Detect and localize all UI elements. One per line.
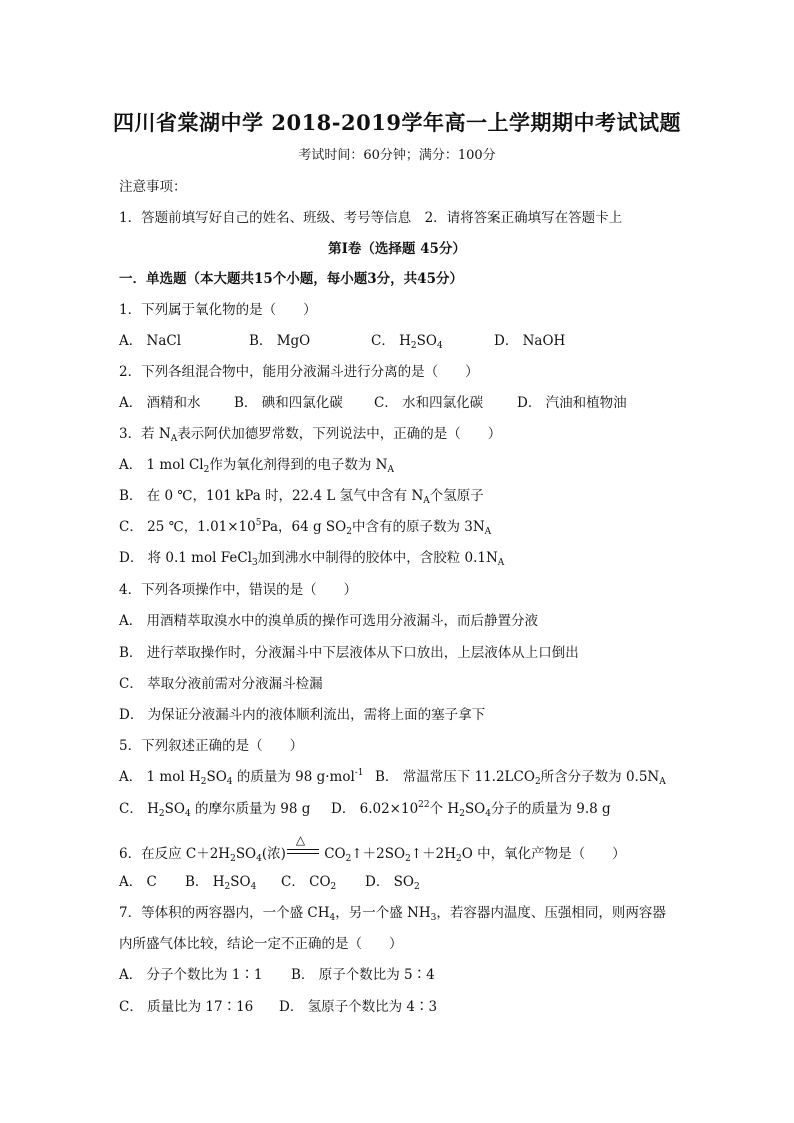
q7-option-a: A． 分子个数比为 1∶1: [119, 967, 263, 983]
q6-option-d: D． $SO_2$: [365, 874, 420, 892]
question-5-stem: 5．下列叙述正确的是（ ）: [119, 738, 304, 754]
heat-condition-arrow: [286, 833, 320, 860]
notes-text: 1．答题前填写好自己的姓名、班级、考号等信息 2．请将答案正确填写在答题卡上: [119, 210, 623, 226]
question-2-options: [119, 394, 627, 412]
q5-option-b: B． 常温常压下 $11.2LCO_2$所含分子数为 $0.5N_A$: [375, 769, 666, 787]
q4-option-c: C． 萃取分液前需对分液漏斗检漏: [119, 676, 323, 692]
q7-option-d: D． 氢原子个数比为 4∶3: [279, 999, 438, 1015]
q4-option-b: B． 进行萃取操作时，分液漏斗中下层液体从下口放出，上层液体从上口倒出: [119, 645, 579, 661]
question-7-options-cd: [119, 998, 437, 1016]
delta-icon: △: [295, 833, 306, 847]
q3-option-c: C． 25 ℃，$1.01\times 10^5Pa$，64 g $SO_2$中含有的原子数为 $3N_A$: [119, 518, 492, 537]
q2-option-c: C． 水和四氯化碳: [374, 395, 484, 411]
q3-option-d: D． 将 0.1 mol FeCl$_3$加到沸水中制得的胶体中，含胶粒 $0.1N_A$: [119, 550, 505, 568]
question-5-options-ab: [119, 768, 666, 786]
q2-option-b: B． 碘和四氯化碳: [234, 395, 343, 411]
question-1-stem: 1．下列属于氧化物的是（ ）: [119, 302, 317, 318]
q6-option-c: C． $CO_2$: [281, 874, 337, 892]
question-7-stem-line2: 内所盛气体比较，结论一定不正确的是（ ）: [119, 936, 403, 952]
q5-option-a: A． 1 mol $H_2SO_4$ 的质量为 98 g·mol$^{-1}$: [119, 768, 364, 787]
page-title: 四川省棠湖中学 2018-2019学年高一上学期期中考试试题: [113, 110, 681, 135]
q3-option-a: A． 1 mol $Cl_2$作为氧化剂得到的电子数为 $N_A$: [119, 457, 394, 475]
section-title: 第Ⅰ卷（选择题 45分）: [328, 241, 466, 257]
q2-option-d: D． 汽油和植物油: [517, 395, 627, 411]
notes-label: 注意事项：: [119, 179, 187, 195]
question-5-options-cd: [119, 800, 611, 818]
q5-option-d: D． $6.02\times 10^{22}$个 $H_2SO_4$分子的质量为 9.8 g: [331, 800, 611, 819]
question-1-options: [119, 332, 565, 350]
q6-option-b: B． $H_2SO_4$: [185, 874, 257, 892]
q4-option-a: A． 用酒精萃取溴水中的溴单质的操作可选用分液漏斗，而后静置分液: [119, 613, 539, 629]
question-2-stem: 2．下列各组混合物中，能用分液漏斗进行分离的是（ ）: [119, 364, 479, 380]
part-title: 一．单选题（本大题共15个小题，每小题3分，共45分）: [119, 271, 463, 287]
q7-option-b: B． 原子个数比为 5∶4: [291, 967, 435, 983]
q1-option-b: B． MgO: [249, 333, 311, 349]
q1-option-d: D． NaOH: [494, 333, 566, 349]
question-7-stem-line1: 7．等体积的两容器内，一个盛 $CH_4$，另一个盛 $NH_3$，若容器内温度、压强相同，则两容器: [119, 905, 666, 923]
question-3-stem: 3．若 $N_A$表示阿伏加德罗常数，下列说法中，正确的是（ ）: [119, 426, 502, 444]
question-7-options-ab: [119, 966, 435, 984]
q4-option-d: D． 为保证分液漏斗内的液体顺利流出，需将上面的塞子拿下: [119, 707, 486, 723]
q1-option-a: A． NaCl: [119, 333, 182, 349]
question-6-options: [119, 873, 420, 891]
exam-info: 考试时间：60分钟；满分：100分: [298, 148, 496, 163]
q1-option-c: C． $H_2SO_4$: [371, 333, 443, 351]
q5-option-c: C． $H_2SO_4$ 的摩尔质量为 98 g: [119, 801, 311, 819]
q2-option-a: A． 酒精和水: [119, 395, 201, 411]
q7-option-c: C． 质量比为 17∶16: [119, 999, 254, 1015]
question-4-stem: 4．下列各项操作中，错误的是（ ）: [119, 582, 358, 598]
q6-option-a: A． C: [119, 874, 157, 890]
q3-option-b: B． 在 0 ℃，101 kPa 时，22.4 L 氢气中含有 $N_A$个氢原子: [119, 488, 484, 506]
question-6-stem: 6．在反应 $C+2H_2SO_4$(浓) △ $CO_2↑+2SO_2↑+2H_2O$ 中，氧化产物是（ ）: [119, 833, 626, 864]
